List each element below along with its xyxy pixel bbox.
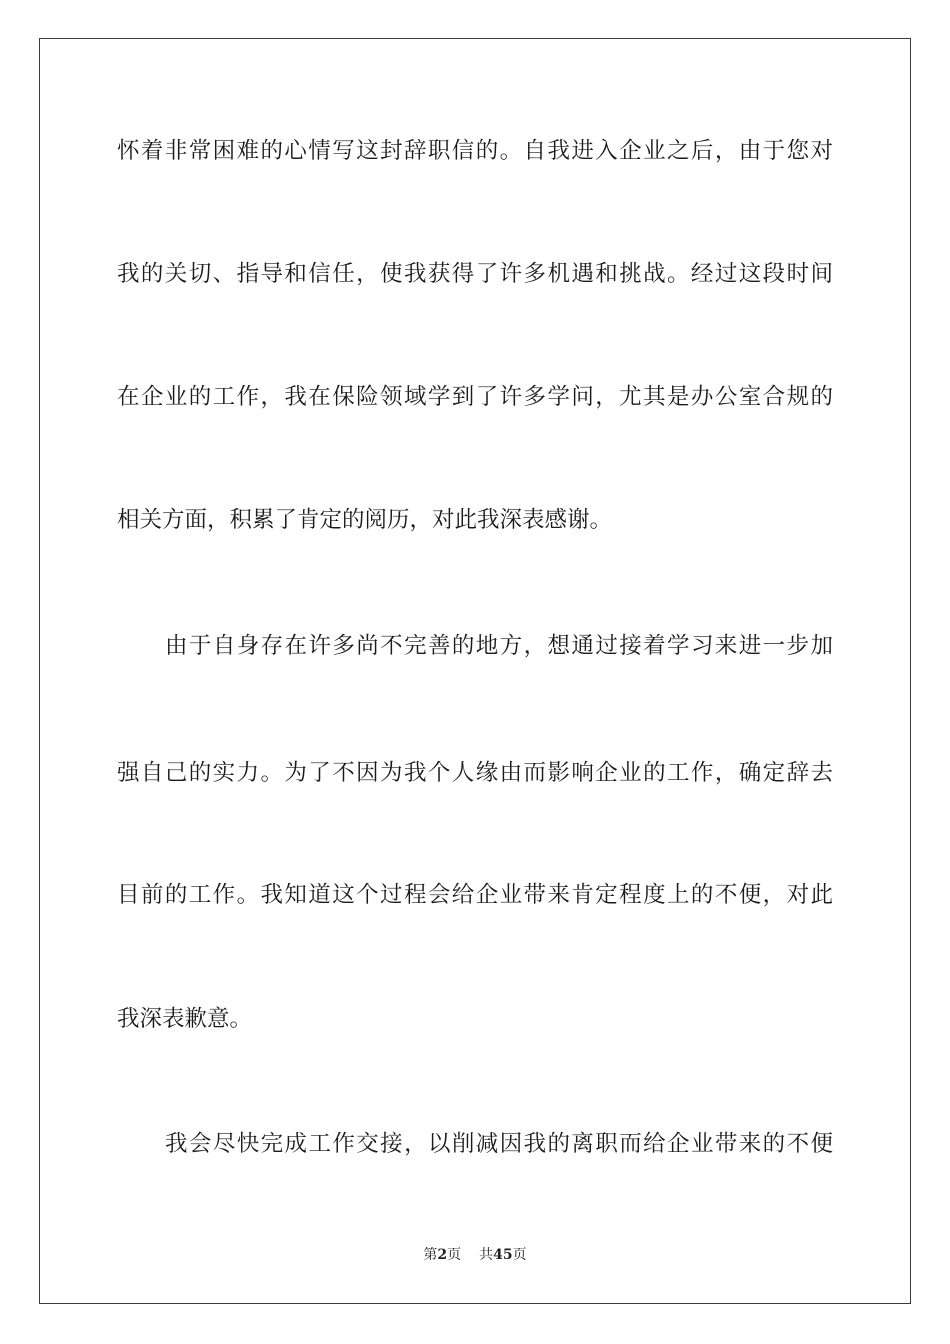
- page-footer: [0, 1245, 950, 1265]
- paragraph-line: 在企业的工作，我在保险领域学到了许多学问，尤其是办公室合规的: [117, 384, 833, 410]
- paragraph-line: 怀着非常困难的心情写这封辞职信的。自我进入企业之后，由于您对: [117, 138, 833, 164]
- page-number: 2: [437, 1247, 448, 1263]
- paragraph-line: 我会尽快完成工作交接，以削减因我的离职而给企业带来的不便: [165, 1131, 833, 1157]
- total-pages: 45: [493, 1247, 513, 1263]
- paragraph-line: 我深表歉意。: [117, 1006, 253, 1032]
- page-indicator: 第2页: [423, 1247, 462, 1263]
- total-pages-indicator: 共45页: [479, 1247, 527, 1263]
- paragraph-line: 强自己的实力。为了不因为我个人缘由而影响企业的工作，确定辞去: [117, 760, 833, 786]
- paragraph-line: 由于自身存在许多尚不完善的地方，想通过接着学习来进一步加: [165, 633, 833, 659]
- paragraph-line: 我的关切、指导和信任，使我获得了许多机遇和挑战。经过这段时间: [117, 261, 833, 287]
- paragraph-line: 目前的工作。我知道这个过程会给企业带来肯定程度上的不便，对此: [117, 882, 833, 908]
- paragraph-line: 相关方面，积累了肯定的阅历，对此我深表感谢。: [117, 507, 613, 533]
- page-border: [39, 38, 911, 1304]
